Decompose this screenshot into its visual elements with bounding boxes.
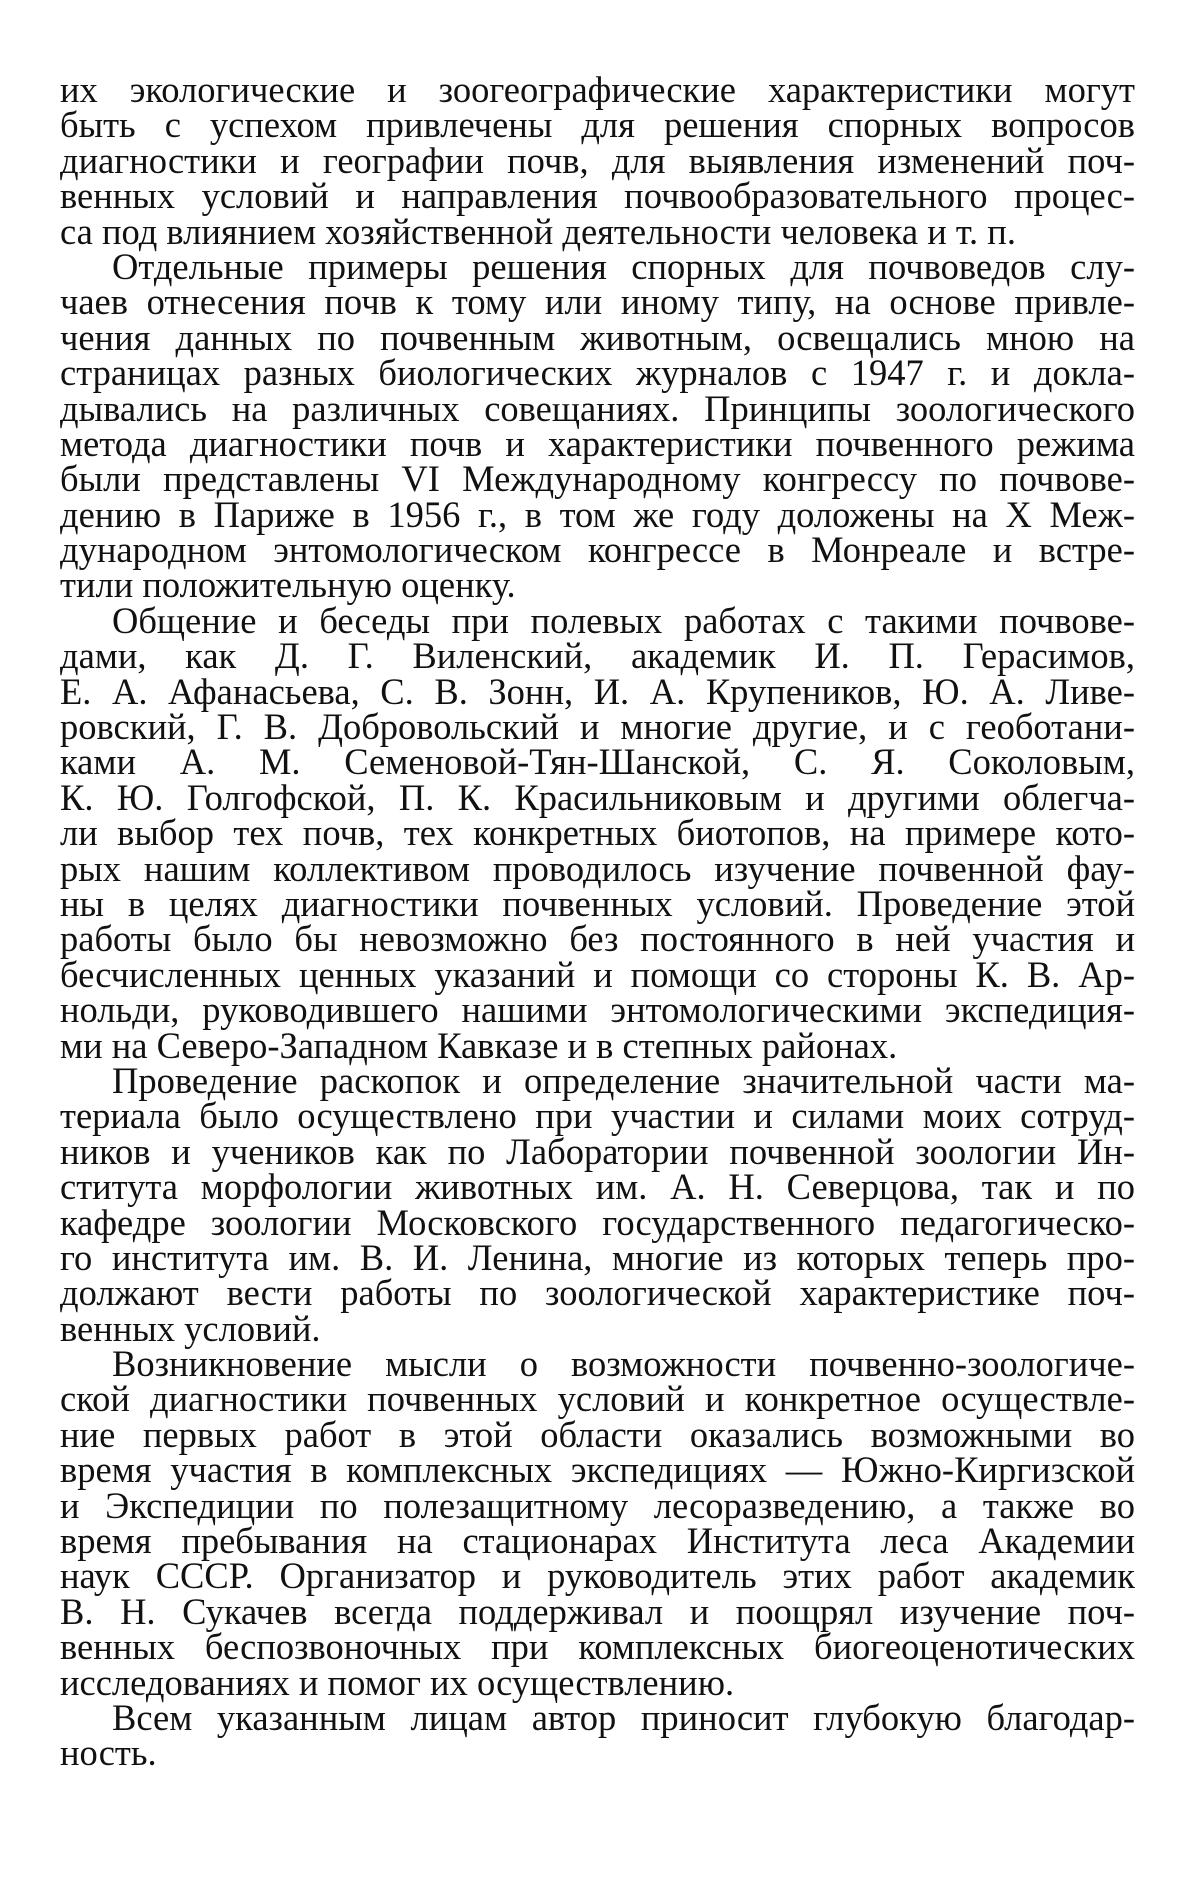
text-line: страницах разных биологических журналов с 1947 г. и докла- [60,352,1135,394]
text-line: ли выбор тех почв, тех конкретных биотопов, на примере кото- [60,812,1135,854]
text-line: дению в Париже в 1956 г., в том же году доложены на X Меж- [60,493,1135,535]
paragraph [60,1059,1135,1349]
text-line: ность. [60,1732,157,1774]
text-line: Е. А. Афанасьева, С. В. Зонн, И. А. Крупеников, Ю. А. Ливе- [60,670,1135,712]
text-line: кафедре зоологии Московского государственного педагогическо- [60,1201,1135,1243]
text-line: ститута морфологии животных им. А. Н. Северцова, так и по [60,1166,1135,1208]
paragraph [60,1696,1135,1774]
paragraph [60,245,1135,606]
text-line: венных условий. [60,1307,321,1349]
text-line: должают вести работы по зоологической характеристике поч- [60,1272,1135,1314]
text-line: ников и учеников как по Лаборатории почвенной зоологии Ин- [60,1130,1135,1172]
text-line: исследованиях и помог их осуществлению. [60,1661,735,1703]
text-line: са под влиянием хозяйственной деятельности человека и т. п. [60,210,1016,252]
text-line: время пребывания на стационарах Института леса Академии [60,1520,1135,1562]
text-line: быть с успехом привлечены для решения спорных вопросов [60,104,1135,146]
text-line: время участия в комплексных экспедициях — Южно-Киргизской [60,1449,1135,1491]
text-line: венных условий и направления почвообразовательного процес- [60,175,1135,217]
text-line: Проведение раскопок и определение значительной части ма- [112,1059,1135,1101]
text-line: дународном энтомологическом конгрессе в Монреале и встре- [60,529,1135,571]
text-line: К. Ю. Голгофской, П. К. Красильниковым и другими облегча- [60,776,1135,818]
paragraph [60,599,1135,1066]
text-line: ми на Северо-Западном Кавказе и в степных районах. [60,1024,898,1066]
paragraph [60,69,1135,252]
text-line: В. Н. Сукачев всегда поддерживал и поощрял изучение поч- [60,1590,1135,1632]
text-line: диагностики и географии почв, для выявления изменений поч- [60,139,1135,181]
text-line: го института им. В. И. Ленина, многие из которых теперь про- [60,1236,1135,1278]
text-line: были представлены VI Международному конгрессу по почвове- [60,458,1135,500]
text-line: их экологические и зоогеографические характеристики могут [60,69,1135,110]
text-line: чаев отнесения почв к тому или иному типу, на основе привле- [60,281,1135,323]
text-line: Всем указанным лицам автор приносит глубокую благодар- [112,1696,1135,1738]
text-line: дами, как Д. Г. Виленский, академик И. П. Герасимов, [60,635,1135,677]
text-line: венных беспозвоночных при комплексных биогеоценотических [60,1626,1135,1668]
text-line: нольди, руководившего нашими энтомологическими экспедиция- [60,989,1135,1031]
text-line: ками А. М. Семеновой-Тян-Шанской, С. Я. Соколовым, [60,741,1135,783]
text-line: ровский, Г. В. Добровольский и многие другие, и с геоботани- [60,706,1135,748]
text-line: ние первых работ в этой области оказались возможными во [60,1413,1135,1455]
document-page [60,69,1135,1774]
text-line: рых нашим коллективом проводилось изучение почвенной фау- [60,847,1135,889]
text-line: ской диагностики почвенных условий и конкретное осуществле- [60,1378,1135,1420]
text-line: Общение и беседы при полевых работах с такими почвове- [112,599,1135,641]
text-line: чения данных по почвенным животным, освещались мною на [60,316,1135,358]
text-line: бесчисленных ценных указаний и помощи со стороны К. В. Ар- [60,953,1135,995]
text-line: и Экспедиции по полезащитному лесоразведению, а также во [60,1484,1135,1526]
text-line: териала было осуществлено при участии и силами моих сотруд- [60,1095,1135,1137]
text-line: тили положительную оценку. [60,564,516,606]
text-line: работы было бы невозможно без постоянного в ней участия и [60,918,1135,960]
text-line: метода диагностики почв и характеристики почвенного режима [60,422,1135,464]
text-line: Отдельные примеры решения спорных для почвоведов слу- [112,245,1135,287]
text-line: дывались на различных совещаниях. Принципы зоологического [60,387,1135,429]
text-line: Возникновение мысли о возможности почвенно-зоологиче- [112,1343,1135,1385]
text-line: ны в целях диагностики почвенных условий. Проведение этой [60,882,1135,924]
paragraph [60,1343,1135,1703]
text-line: наук СССР. Организатор и руководитель этих работ академик [60,1555,1135,1597]
